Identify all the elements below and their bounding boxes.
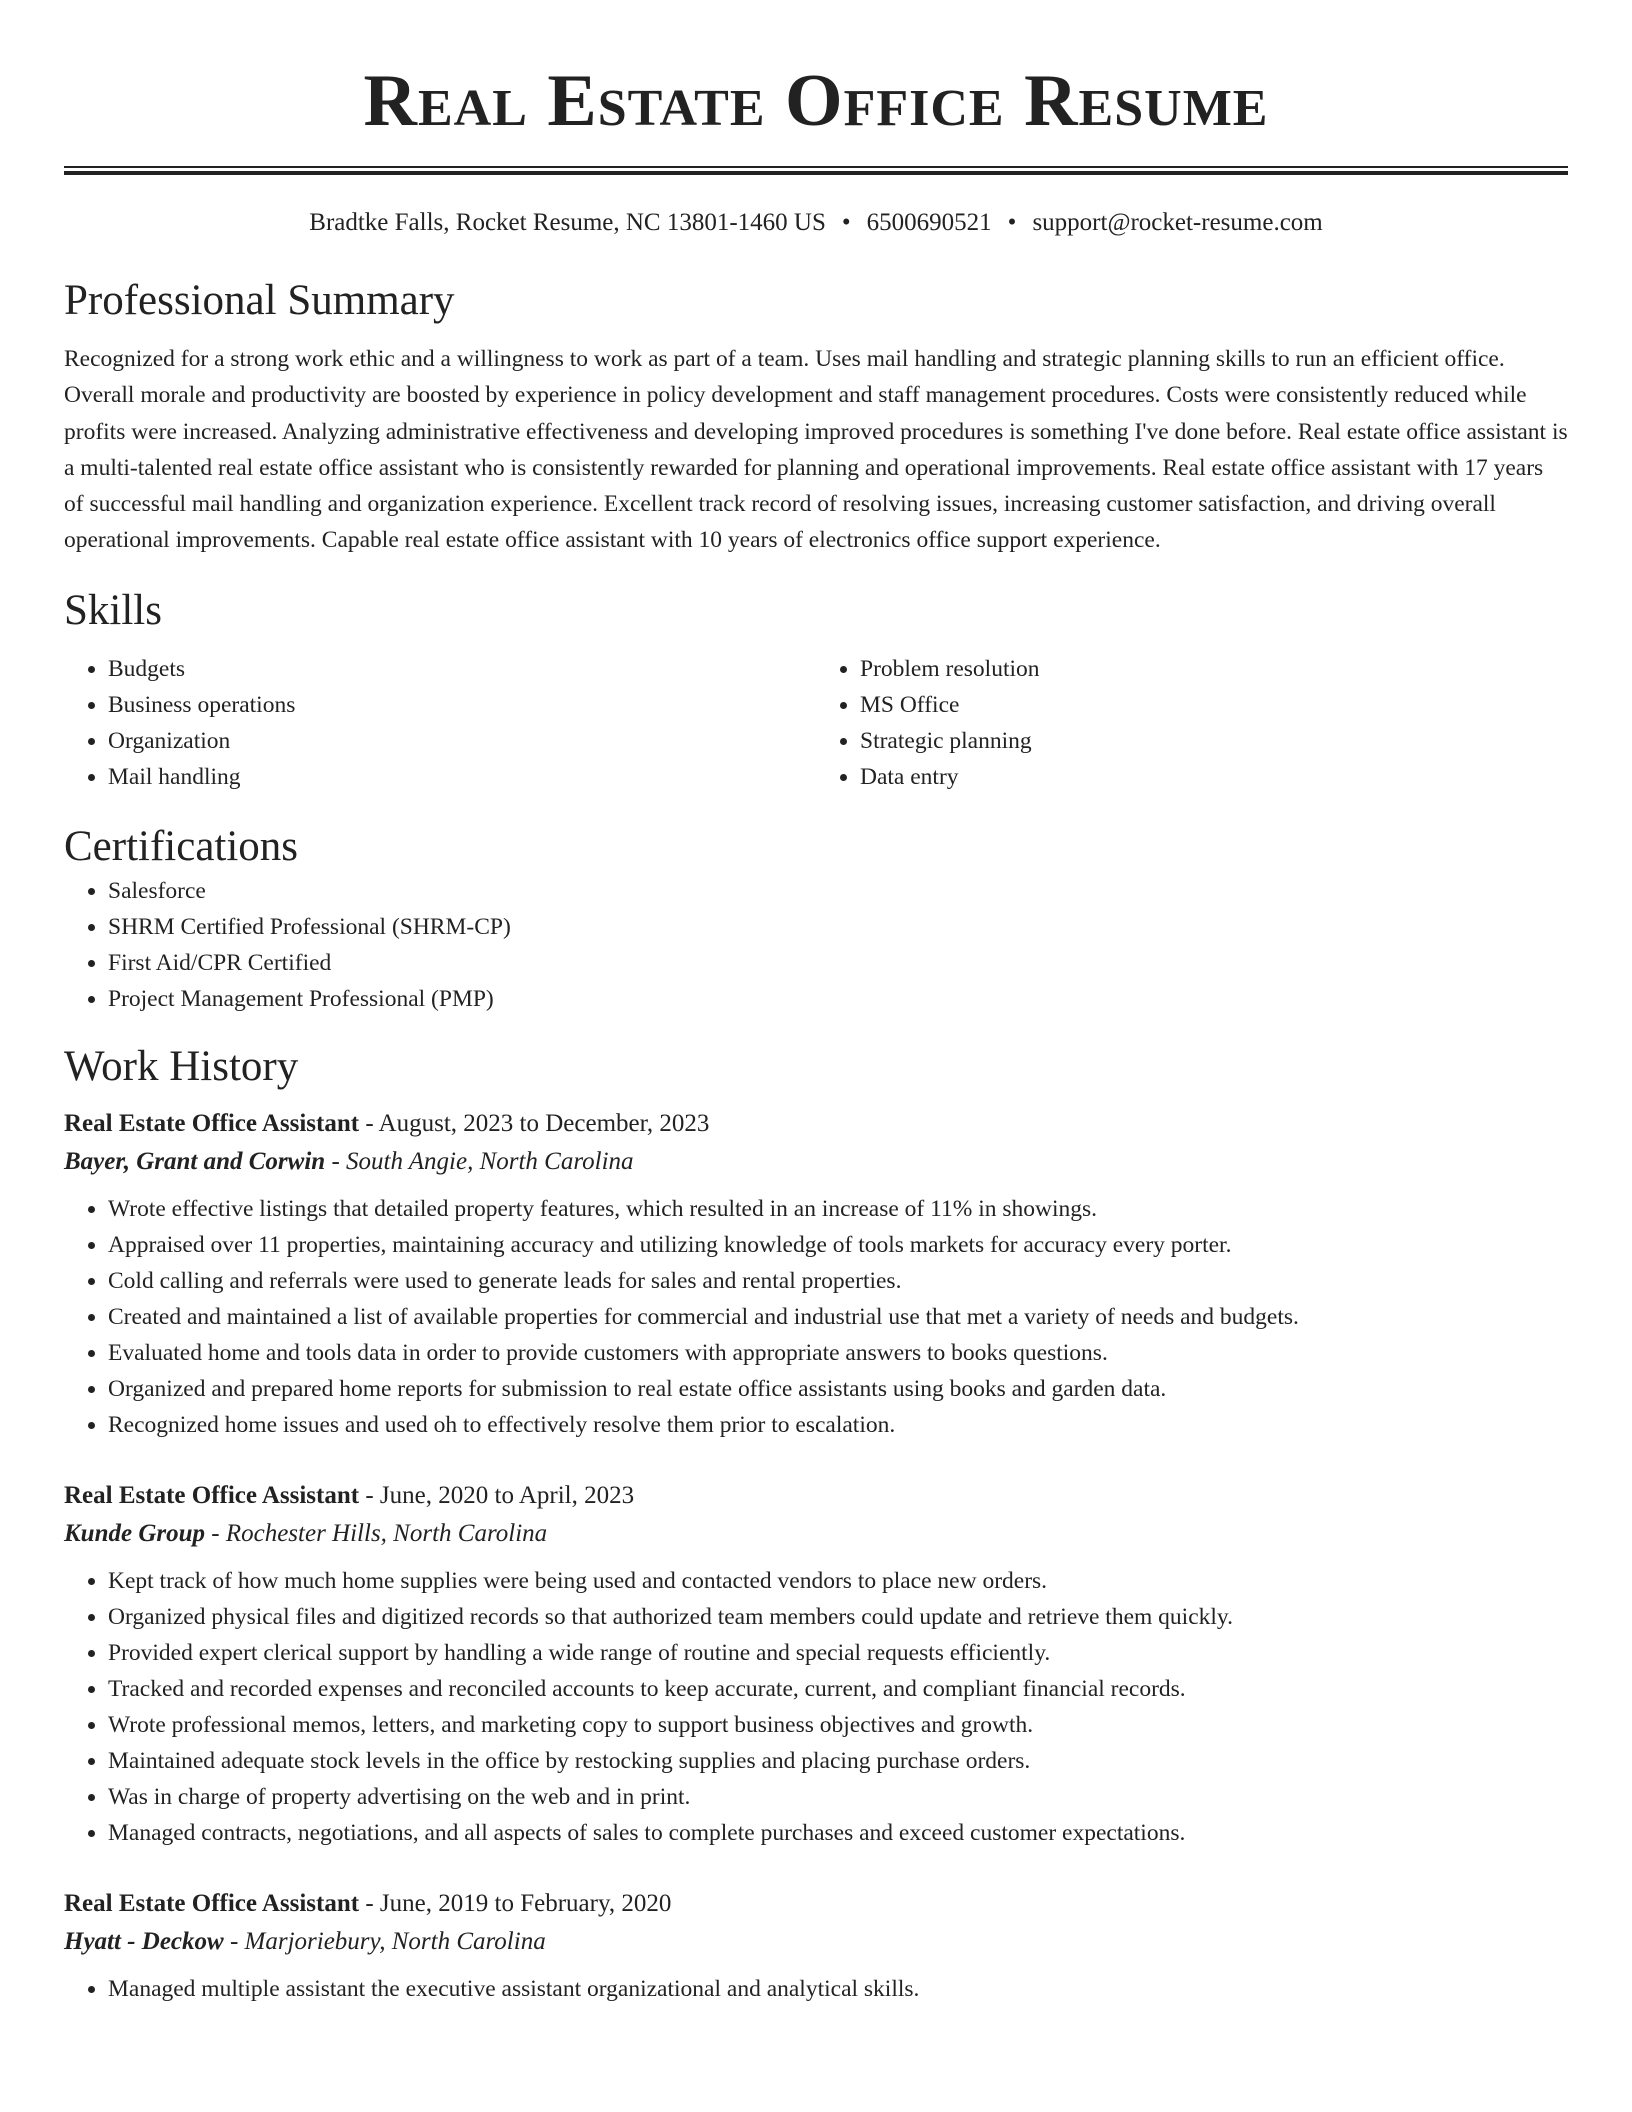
skill-item: • MS Office xyxy=(860,687,1568,723)
job-company: Bayer, Grant and Corwin xyxy=(64,1147,326,1175)
job-dash: - xyxy=(325,1147,347,1175)
job-bullet: • Appraised over 11 properties, maintaining accuracy and utilizing knowledge of tools markets for accuracy every porter. xyxy=(108,1227,1568,1263)
skill-item: • Data entry xyxy=(860,759,1568,795)
job-company: Kunde Group xyxy=(64,1519,206,1547)
job-bullets xyxy=(64,1971,1568,2007)
job-entry xyxy=(64,1477,1568,1851)
certification-item: • Project Management Professional (PMP) xyxy=(108,981,1568,1017)
contact-separator: • xyxy=(1007,209,1017,236)
job-bullet: • Organized physical files and digitized records so that authorized team members could update and retrieve them quickly. xyxy=(108,1599,1568,1635)
job-title: Real Estate Office Assistant xyxy=(64,1109,360,1137)
job-company: Hyatt - Deckow xyxy=(64,1927,224,1955)
summary-text: Recognized for a strong work ethic and a willingness to work as part of a team. Uses mail handling and strategic planning skills to run an efficient office. Overall morale and productivity are boosted by experience in policy development and staff management procedures. Costs were consistently reduced while profits were increased. Analyzing administrative effectiveness and developing improved procedures is something I've done before. Real estate office assistant is a multi-talented real estate office assistant who is consistently rewarded for planning and operational improvements. Real estate office assistant with 17 years of successful mail handling and organization experience. Excellent track record of resolving issues, increasing customer satisfaction, and driving overall operational improvements. Capable real estate office assistant with 10 years of electronics office support experience. xyxy=(64,346,1568,554)
job-bullet: • Wrote effective listings that detailed property features, which resulted in an increase of 11% in showings. xyxy=(108,1191,1568,1227)
job-bullet: • Recognized home issues and used oh to effectively resolve them prior to escalation. xyxy=(108,1407,1568,1443)
skill-item: • Problem resolution xyxy=(860,651,1568,687)
job-title: Real Estate Office Assistant xyxy=(64,1481,360,1509)
job-company-line xyxy=(64,1143,1568,1181)
job-dates: June, 2020 to April, 2023 xyxy=(379,1481,635,1509)
contact-phone: 6500690521 xyxy=(866,209,992,236)
certification-item: • SHRM Certified Professional (SHRM-CP) xyxy=(108,909,1568,945)
job-bullet: • Kept track of how much home supplies were being used and contacted vendors to place new orders. xyxy=(108,1563,1568,1599)
summary-heading: Professional Summary xyxy=(64,277,455,324)
title-divider xyxy=(64,166,1568,175)
job-bullet: • Managed contracts, negotiations, and all aspects of sales to complete purchases and exceed customer expectations. xyxy=(108,1815,1568,1851)
job-dash: - xyxy=(359,1889,380,1917)
skill-item: • Budgets xyxy=(108,651,816,687)
job-dates: August, 2023 to December, 2023 xyxy=(378,1109,710,1137)
job-company-line xyxy=(64,1923,1568,1961)
skills-list-left xyxy=(64,651,816,795)
job-bullet: • Tracked and recorded expenses and reconciled accounts to keep accurate, current, and compliant financial records. xyxy=(108,1671,1568,1707)
job-bullet: • Created and maintained a list of available properties for commercial and industrial use that met a variety of needs and budgets. xyxy=(108,1299,1568,1335)
contact-line xyxy=(64,207,1568,239)
job-company-line xyxy=(64,1515,1568,1553)
job-bullet: • Provided expert clerical support by handling a wide range of routine and special requests efficiently. xyxy=(108,1635,1568,1671)
job-dates: June, 2019 to February, 2020 xyxy=(379,1889,672,1917)
job-bullet: • Maintained adequate stock levels in the office by restocking supplies and placing purchase orders. xyxy=(108,1743,1568,1779)
job-title-line xyxy=(64,1477,1568,1515)
job-bullet: • Organized and prepared home reports for submission to real estate office assistants using books and garden data. xyxy=(108,1371,1568,1407)
contact-email: support@rocket-resume.com xyxy=(1032,209,1323,236)
job-title-line xyxy=(64,1105,1568,1143)
certification-item: • Salesforce xyxy=(108,873,1568,909)
job-location: Rochester Hills, North Carolina xyxy=(225,1519,548,1547)
job-bullet: • Wrote professional memos, letters, and marketing copy to support business objectives and growth. xyxy=(108,1707,1568,1743)
skills-columns xyxy=(64,651,1568,795)
job-bullets xyxy=(64,1191,1568,1443)
job-bullet: • Cold calling and referrals were used to generate leads for sales and rental properties. xyxy=(108,1263,1568,1299)
job-dash: - xyxy=(223,1927,245,1955)
job-dash: - xyxy=(205,1519,226,1547)
job-location: Marjoriebury, North Carolina xyxy=(244,1927,546,1955)
resume-title: Real Estate Office Resume xyxy=(363,60,1269,142)
skills-list-right xyxy=(816,651,1568,795)
skills-heading: Skills xyxy=(64,586,162,634)
work-history-heading: Work History xyxy=(64,1042,299,1090)
job-bullet: • Was in charge of property advertising on the web and in print. xyxy=(108,1779,1568,1815)
job-title-line xyxy=(64,1885,1568,1923)
certification-item: • First Aid/CPR Certified xyxy=(108,945,1568,981)
skill-item: • Mail handling xyxy=(108,759,816,795)
job-bullets xyxy=(64,1563,1568,1851)
job-location: South Angie, North Carolina xyxy=(346,1147,634,1175)
job-entry xyxy=(64,1885,1568,2007)
skill-item: • Strategic planning xyxy=(860,723,1568,759)
certifications-list xyxy=(64,873,1568,1017)
certifications-heading: Certifications xyxy=(64,822,299,870)
job-entry xyxy=(64,1105,1568,1443)
job-dash: - xyxy=(359,1109,379,1137)
job-bullet: • Evaluated home and tools data in order to provide customers with appropriate answers to books questions. xyxy=(108,1335,1568,1371)
contact-separator: • xyxy=(841,209,851,236)
skill-item: • Business operations xyxy=(108,687,816,723)
job-bullet: • Managed multiple assistant the executive assistant organizational and analytical skills. xyxy=(108,1971,1568,2007)
contact-address: Bradtke Falls, Rocket Resume, NC 13801-1460 US xyxy=(309,209,826,236)
job-title: Real Estate Office Assistant xyxy=(64,1889,360,1917)
skill-item: • Organization xyxy=(108,723,816,759)
job-dash: - xyxy=(359,1481,380,1509)
